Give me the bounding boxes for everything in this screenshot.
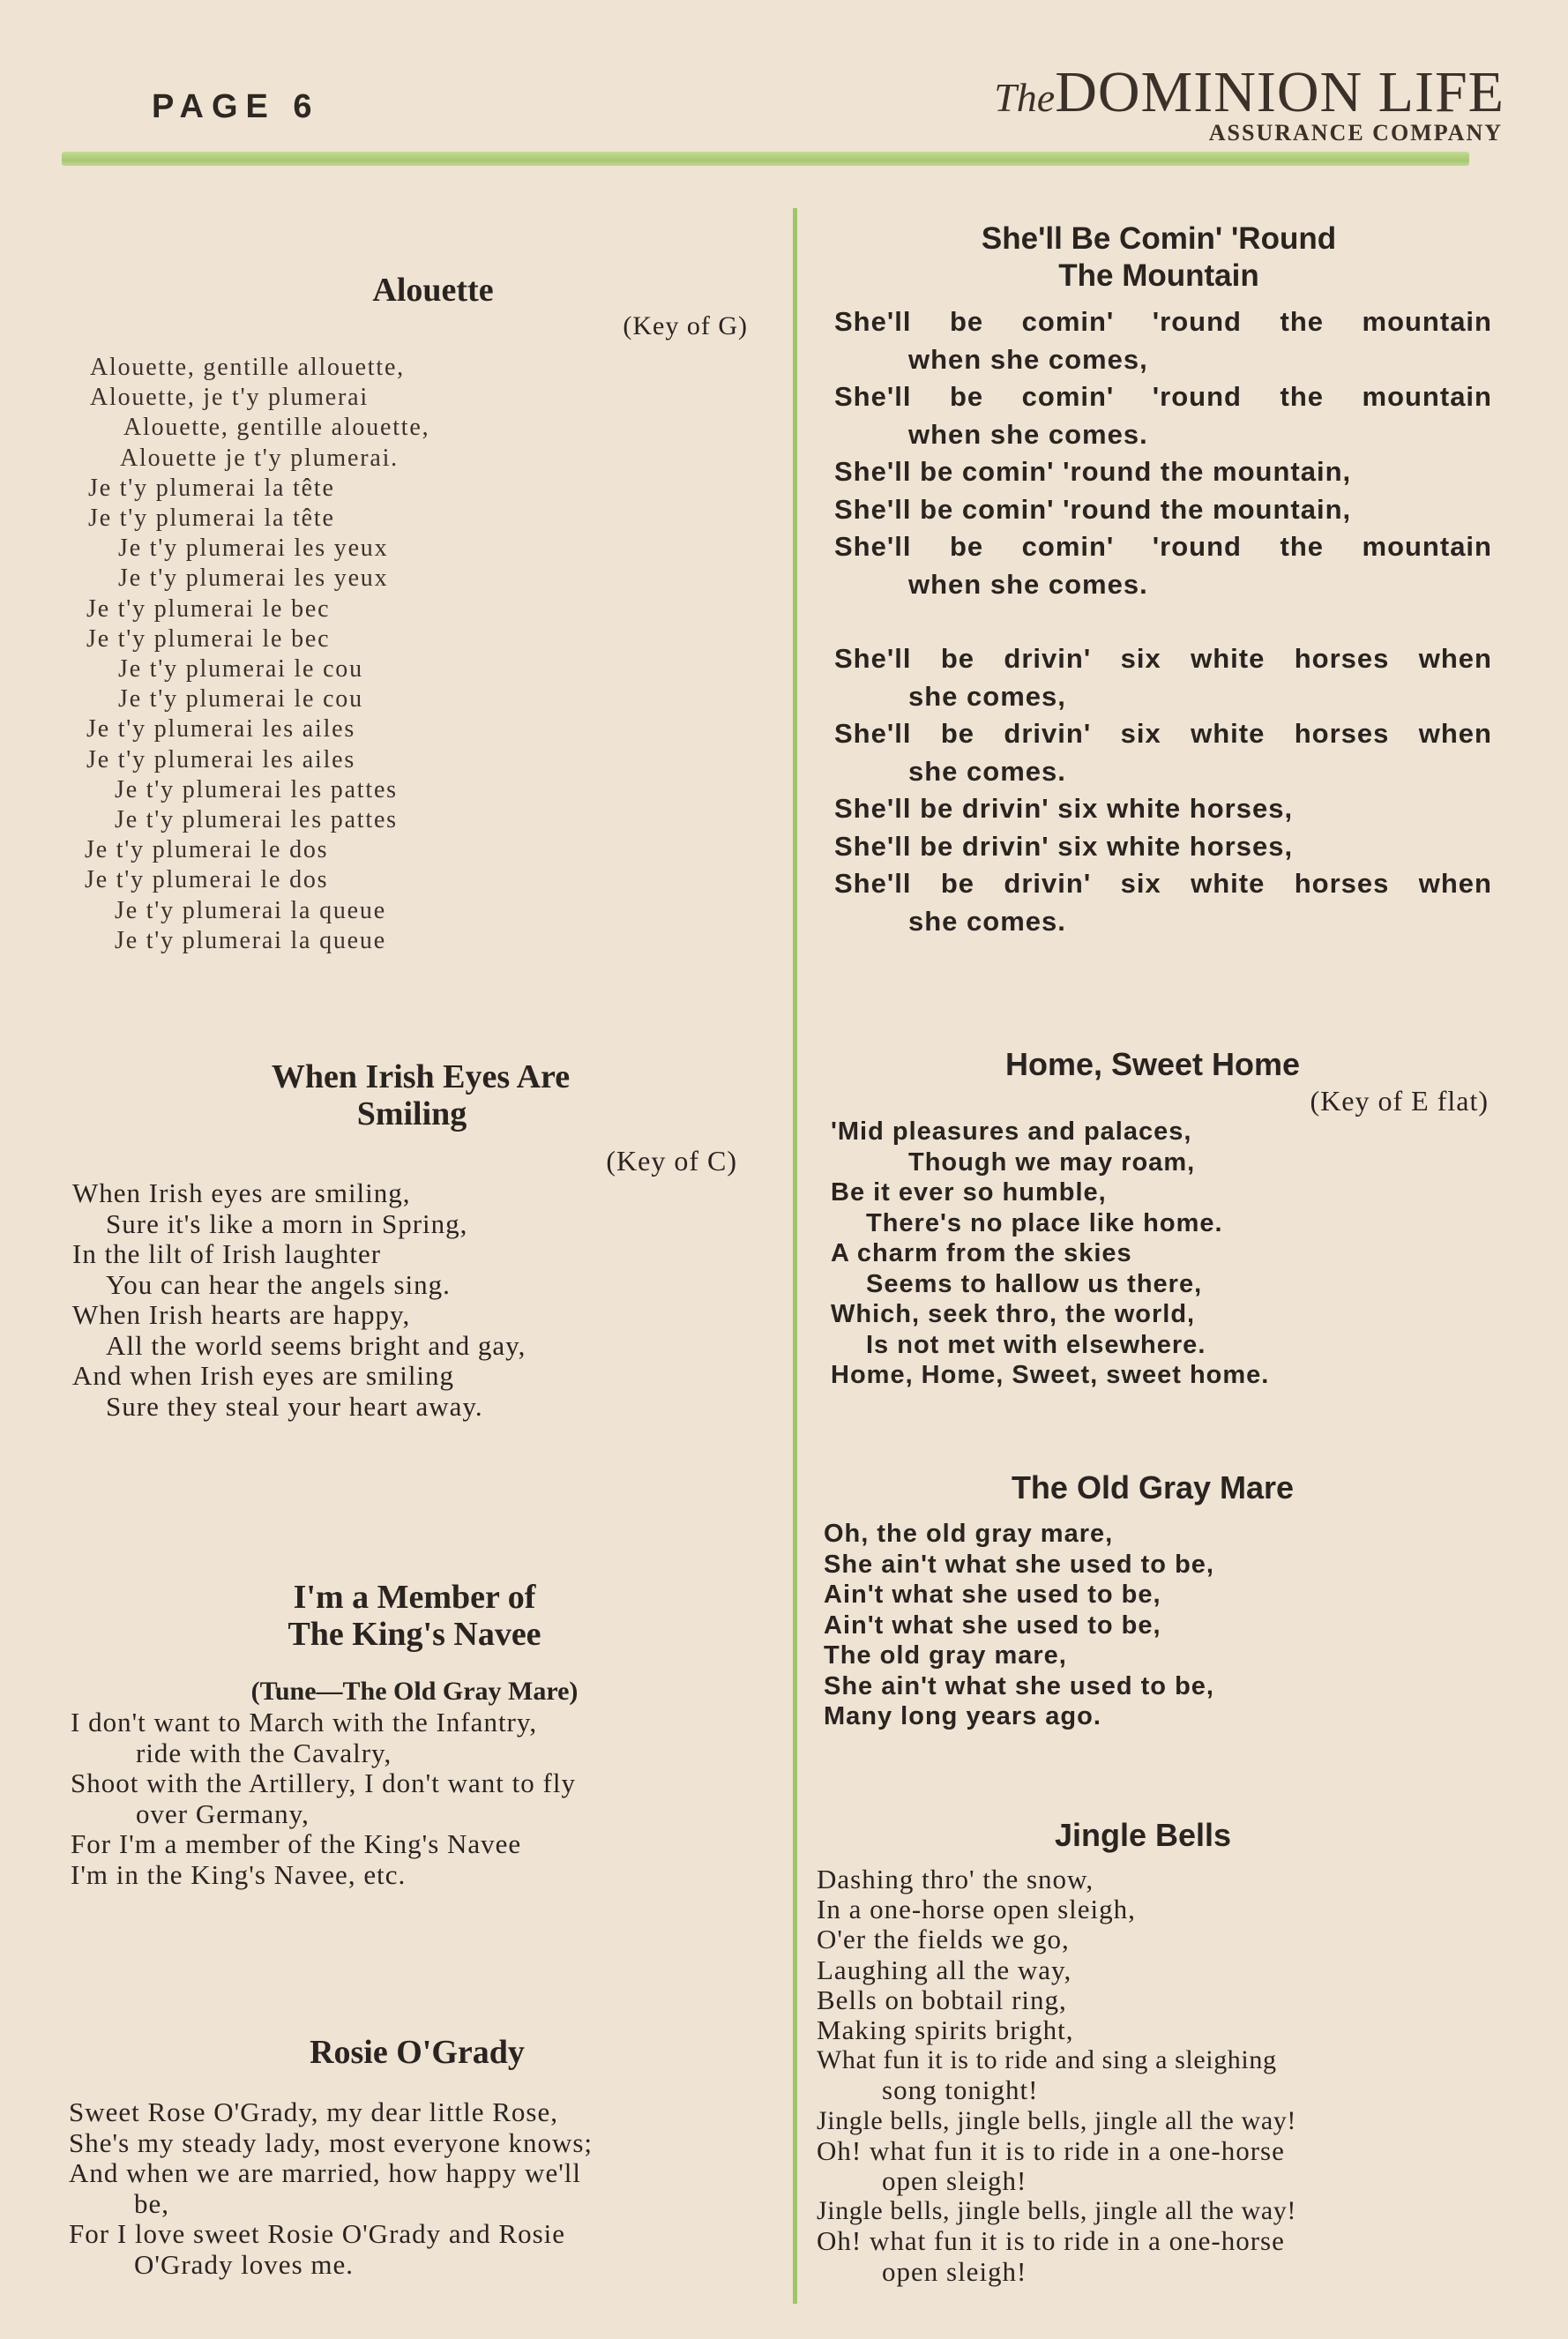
lyric-line: For I love sweet Rosie O'Grady and Rosie	[69, 2218, 566, 2249]
lyric-line: Je t'y plumerai la tête	[88, 474, 335, 502]
lyric-line: Je t'y plumerai les yeux	[118, 534, 389, 563]
lyric-line: She ain't what she used to be,	[824, 1550, 1214, 1579]
lyric-line: She'll be comin' 'round the mountain,	[834, 456, 1352, 487]
lyric-line: when she comes.	[908, 568, 1148, 600]
lyric-line: Je t'y plumerai le bec	[86, 624, 331, 653]
lyric-line: open sleigh!	[882, 2165, 1027, 2197]
lyric-line: She'll be comin' 'round the mountain	[834, 306, 1492, 337]
lyric-line: Making spirits bright,	[817, 2014, 1074, 2046]
lyric-line: What fun it is to ride and sing a sleighing	[817, 2045, 1277, 2075]
lyric-line: O'er the fields we go,	[817, 1924, 1070, 1955]
song-tune: (Tune—The Old Gray Mare)	[250, 1677, 579, 1706]
lyric-line: O'Grady loves me.	[134, 2248, 355, 2280]
song-title-line2: Smiling	[356, 1095, 467, 1132]
lyric-line: And when we are married, how happy we'll	[69, 2157, 582, 2188]
lyric-line: Seems to hallow us there,	[866, 1269, 1203, 1298]
lyric-line: Ain't what she used to be,	[824, 1581, 1161, 1609]
lyric-line: You can hear the angels sing.	[106, 1268, 451, 1300]
lyric-line: She'll be drivin' six white horses when	[834, 868, 1492, 899]
song-title: Home, Sweet Home	[1004, 1046, 1301, 1082]
lyric-line: ride with the Cavalry,	[136, 1737, 392, 1768]
lyric-line: Jingle bells, jingle bells, jingle all the way!	[817, 2196, 1296, 2226]
lyric-line: I'm in the King's Navee, etc.	[71, 1858, 407, 1890]
song-rosie-ogrady	[69, 2034, 739, 2280]
lyric-line: Many long years ago.	[824, 1702, 1101, 1730]
column-divider	[793, 208, 797, 2304]
song-title-line2: The King's Navee	[287, 1616, 541, 1653]
lyric-line: She'll be drivin' six white horses,	[834, 830, 1294, 862]
lyric-line: Je t'y plumerai les pattes	[115, 806, 398, 834]
lyric-line: Je t'y plumerai les ailes	[86, 745, 356, 773]
lyric-line: Je t'y plumerai la queue	[115, 926, 386, 954]
lyric-line: Oh! what fun it is to ride in a one-horse	[817, 2134, 1285, 2166]
lyric-line: Je t'y plumerai le cou	[118, 655, 363, 684]
lyric-line: There's no place like home.	[866, 1208, 1223, 1237]
song-key: (Key of G)	[623, 311, 748, 340]
lyric-line: Je t'y plumerai les ailes	[86, 715, 356, 744]
lyric-line: she comes.	[908, 905, 1066, 937]
lyric-line: when she comes.	[908, 418, 1148, 450]
lyric-line: She's my steady lady, most everyone knows;	[69, 2126, 594, 2158]
lyric-line: open sleigh!	[882, 2255, 1027, 2287]
lyric-line: Alouette, gentille alouette,	[123, 414, 430, 442]
song-title: I'm a Member of	[293, 1579, 536, 1616]
lyric-line: Sure it's like a morn in Spring,	[106, 1207, 468, 1239]
lyric-line: Je t'y plumerai la queue	[115, 896, 386, 924]
lyric-line: Je t'y plumerai le dos	[85, 866, 329, 894]
lyric-line: I don't want to March with the Infantry,	[71, 1707, 538, 1737]
lyric-line: She'll be drivin' six white horses when	[834, 718, 1492, 749]
lyric-line: In the lilt of Irish laughter	[72, 1238, 382, 1269]
lyric-line: She'll be comin' 'round the mountain	[834, 381, 1492, 412]
lyric-line: Je t'y plumerai le bec	[86, 594, 331, 623]
lyric-line: over Germany,	[136, 1797, 310, 1829]
lyric-line: And when Irish eyes are smiling	[72, 1360, 455, 1391]
lyric-line: song tonight!	[882, 2074, 1039, 2106]
song-key: (Key of E flat)	[1310, 1085, 1489, 1117]
lyric-line: Laughing all the way,	[817, 1954, 1072, 1985]
song-comin-round-mountain	[834, 220, 1492, 940]
lyric-line: The old gray mare,	[824, 1641, 1067, 1670]
lyric-line: Jingle bells, jingle bells, jingle all the way!	[817, 2105, 1296, 2135]
lyric-line: Je t'y plumerai les pattes	[115, 775, 398, 803]
lyric-line: For I'm a member of the King's Navee	[71, 1828, 522, 1859]
lyric-line: When Irish eyes are smiling,	[72, 1177, 411, 1208]
song-old-gray-mare	[824, 1469, 1482, 1732]
lyric-line: When Irish hearts are happy,	[72, 1299, 411, 1330]
lyric-line: In a one-horse open sleigh,	[817, 1894, 1136, 1925]
lyric-line: Sure they steal your heart away.	[106, 1390, 483, 1422]
song-title-line2: The Mountain	[1058, 258, 1259, 293]
lyric-line: Which, seek thro, the world,	[831, 1300, 1196, 1328]
lyric-line: Je t'y plumerai la tête	[88, 504, 335, 533]
lyric-line: she comes,	[908, 680, 1066, 712]
logo-name: DOMINION LIFE	[1055, 60, 1505, 124]
logo-subtitle: ASSURANCE COMPANY	[1208, 120, 1503, 146]
lyric-line: A charm from the skies	[831, 1239, 1132, 1267]
song-title: Jingle Bells	[1054, 1817, 1232, 1853]
page-number: PAGE 6	[152, 88, 320, 125]
lyric-line: when she comes,	[908, 343, 1148, 375]
lyric-line: All the world seems bright and gay,	[106, 1329, 526, 1361]
lyric-line: Je t'y plumerai le dos	[85, 836, 329, 864]
lyric-line: Oh, the old gray mare,	[824, 1520, 1114, 1548]
lyric-line: She'll be comin' 'round the mountain,	[834, 493, 1352, 525]
song-title: She'll Be Comin' 'Round	[981, 221, 1337, 256]
lyric-line: She'll be drivin' six white horses when	[834, 643, 1492, 674]
song-when-irish-eyes	[72, 1058, 737, 1422]
lyric-line: Though we may roam,	[908, 1147, 1196, 1177]
lyric-line: She'll be comin' 'round the mountain	[834, 531, 1492, 562]
song-jingle-bells	[817, 1817, 1487, 2287]
lyric-line: She'll be drivin' six white horses,	[834, 793, 1294, 824]
lyric-line: Sweet Rose O'Grady, my dear little Rose,	[69, 2096, 558, 2127]
lyric-line: she comes.	[908, 755, 1066, 787]
lyric-line: Be it ever so humble,	[831, 1178, 1107, 1207]
lyric-line: Home, Home, Sweet, sweet home.	[831, 1361, 1270, 1389]
lyric-line: be,	[134, 2187, 170, 2219]
company-logo	[994, 60, 1505, 146]
song-title: The Old Gray Mare	[1011, 1469, 1295, 1506]
lyric-line: 'Mid pleasures and palaces,	[831, 1117, 1192, 1146]
lyric-line: Shoot with the Artillery, I don't want to fly	[71, 1767, 576, 1798]
lyric-line: Oh! what fun it is to ride in a one-horse	[817, 2225, 1285, 2257]
song-kings-navee	[71, 1579, 741, 1890]
lyric-line: Is not met with elsewhere.	[866, 1330, 1206, 1359]
song-home-sweet-home	[831, 1046, 1489, 1391]
lyric-line: Bells on bobtail ring,	[817, 1984, 1067, 2015]
lyric-line: Alouette, je t'y plumerai	[90, 384, 369, 412]
lyric-line: Je t'y plumerai le cou	[118, 685, 363, 714]
header-rule	[62, 152, 1469, 166]
lyric-line: She ain't what she used to be,	[824, 1671, 1214, 1700]
logo-the: The	[994, 75, 1056, 120]
lyric-line: Dashing thro' the snow,	[817, 1864, 1094, 1894]
song-key: (Key of C)	[606, 1145, 737, 1177]
lyric-line: Je t'y plumerai les yeux	[118, 564, 389, 593]
lyric-line: Alouette, gentille allouette,	[90, 354, 405, 381]
song-alouette	[85, 272, 746, 956]
song-title: When Irish Eyes Are	[271, 1058, 571, 1095]
lyric-line: Ain't what she used to be,	[824, 1610, 1161, 1640]
lyric-line: Alouette je t'y plumerai.	[120, 444, 399, 472]
song-title: Alouette	[372, 272, 494, 309]
song-title: Rosie O'Grady	[310, 2034, 525, 2071]
